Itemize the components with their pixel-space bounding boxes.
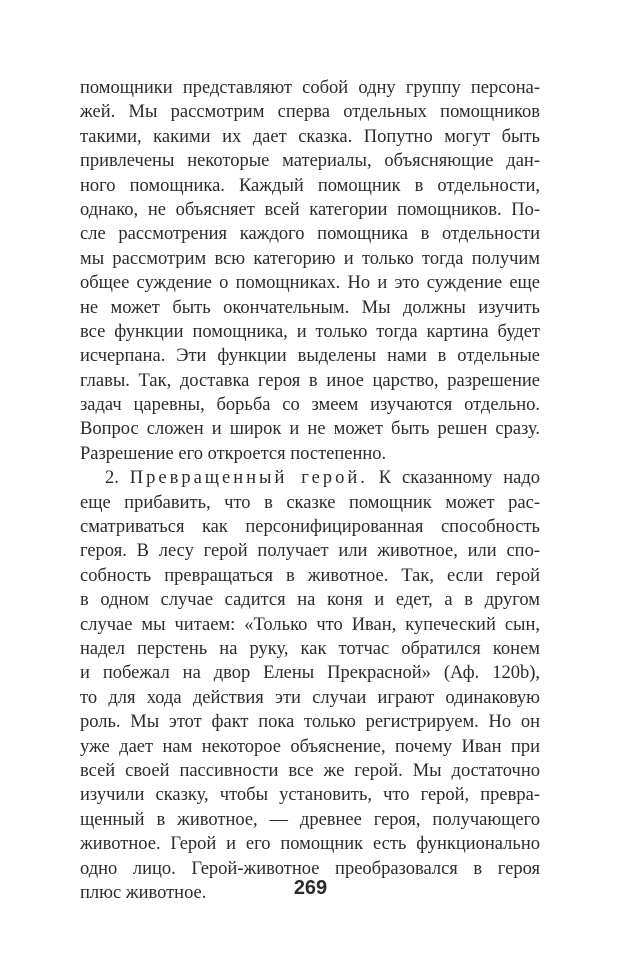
page-number: 269: [293, 877, 328, 899]
section-number: 2.: [105, 468, 119, 489]
text-line: роль. Мы этот факт пока только регистрируем. Но он: [80, 712, 540, 733]
text-line: главы. Так, доставка героя в иное царство, разрешение: [80, 370, 540, 391]
text-line: не может быть окончательным. Мы должны изучить: [80, 297, 540, 318]
text-line: одно лицо. Герой-животное преобразовался в героя: [80, 858, 540, 879]
text-line: плюс животное.: [80, 882, 207, 903]
text-line: случае мы читаем: «Только что Иван, купеческий сын,: [80, 614, 540, 635]
text-line: Вопрос сложен и широк и не может быть решен сразу.: [80, 419, 540, 440]
text-line: уже дает нам некоторое объяснение, почему Иван при: [80, 736, 540, 757]
text-line: и побежал на двор Елены Прекрасной» (Аф. 120b),: [80, 663, 540, 684]
text-line: сматриваться как персонифицированная способность: [80, 517, 540, 538]
text-line: исчерпана. Эти функции выделены нами в отдельные: [80, 346, 540, 367]
text-line: героя. В лесу герой получает или животное, или спо-: [80, 541, 540, 562]
text-line: собность превращаться в животное. Так, если герой: [80, 565, 540, 586]
section-heading: Превращенный герой.: [129, 468, 368, 489]
text-line: всей своей пассивности все же герой. Мы достаточно: [80, 760, 540, 781]
text-line: однако, не объясняет всей категории помощников. По-: [80, 199, 540, 220]
body-text: [80, 76, 540, 905]
text-line: ного помощника. Каждый помощник в отдельности,: [80, 175, 540, 196]
text-line: надел перстень на руку, как тотчас обратился конем: [80, 638, 540, 659]
text-line: привлечены некоторые материалы, объясняющие дан-: [80, 151, 540, 172]
text-line: общее суждение о помощниках. Но и это суждение еще: [80, 273, 540, 294]
paragraph-2-first-line: [80, 466, 540, 490]
text-line: помощники представляют собой одну группу персона-: [80, 78, 540, 98]
text-line: такими, какими их дает сказка. Попутно могут быть: [80, 126, 540, 147]
text-line: Разрешение его откроется постепенно.: [80, 443, 387, 464]
text-line: задач царевны, борьба со змеем изучаются отдельно.: [80, 395, 540, 416]
text-line: животное. Герой и его помощник есть функционально: [80, 834, 540, 855]
text-line: сле рассмотрения каждого помощника в отдельности: [80, 224, 540, 245]
text-line: изучили сказку, чтобы установить, что герой, превра-: [80, 785, 540, 806]
text-line: все функции помощника, и только тогда картина будет: [80, 321, 540, 342]
text-line: еще прибавить, что в сказке помощник может рас-: [80, 492, 540, 513]
text-line: то для хода действия эти случаи играют одинаковую: [80, 687, 540, 708]
text-line: в одном случае садится на коня и едет, а в другом: [80, 590, 540, 611]
text-line: жей. Мы рассмотрим сперва отдельных помощников: [80, 102, 540, 123]
text-fragment: К сказанному надо: [378, 468, 541, 489]
text-line: мы рассмотрим всю категорию и только тогда получим: [80, 248, 540, 269]
text-line: щенный в животное, — древнее героя, получающего: [80, 809, 540, 830]
